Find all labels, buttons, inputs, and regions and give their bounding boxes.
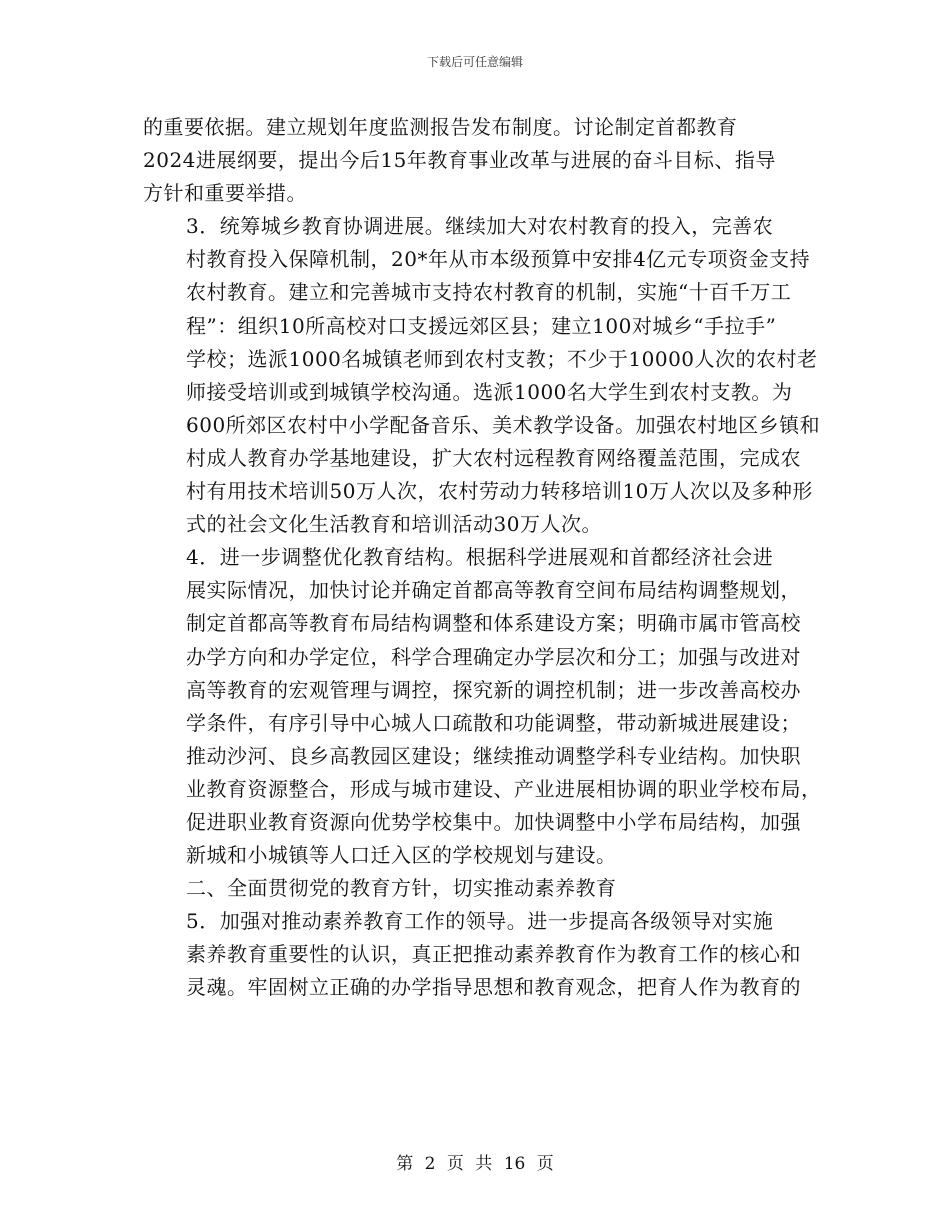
text-line: 推动沙河、良乡高教园区建设；继续推动调整学科专业结构。加快职 [186, 743, 801, 768]
paragraph-item-3 [143, 210, 821, 541]
text-line: 的重要依据。建立规划年度监测报告发布制度。讨论制定首都教育 [143, 115, 738, 139]
text-line: 式的社会文化生活教育和培训活动30万人次。 [186, 512, 602, 537]
text-line: 师接受培训或到城镇学校沟通。选派1000名大学生到农村支教。为 [186, 379, 793, 404]
text-line: 3．统筹城乡教育协调进展。继续加大对农村教育的投入，完善农 [186, 214, 774, 239]
text-line: 村成人教育办学基地建设，扩大农村远程教育网络覆盖范围，完成农 [186, 445, 801, 470]
section-heading [143, 872, 813, 905]
text-line: 高等教育的宏观管理与调控，探究新的调控机制；进一步改善高校办 [186, 677, 801, 702]
text-line: 灵魂。牢固树立正确的办学指导思想和教育观念，把育人作为教育的 [186, 975, 801, 1000]
text-line: 学校；选派1000名城镇老师到农村支教；不少于10000人次的农村老 [186, 346, 818, 371]
text-line: 素养教育重要性的认识，真正把推动素养教育作为教育工作的核心和 [186, 942, 801, 967]
page-number-footer: 第 2 页 共 16 页 [396, 1154, 554, 1174]
page-header: 下载后可任意编辑 [426, 55, 523, 69]
text-line: 程”：组织10所高校对口支援远郊区县；建立100对城乡“手拉手” [186, 313, 777, 338]
document-body [143, 111, 822, 1005]
text-line: 农村教育。建立和完善城市支持农村教育的机制，实施“十百千万工 [186, 280, 792, 305]
text-line: 方针和重要举措。 [143, 181, 307, 206]
text-line: 新城和小城镇等人口迁入区的学校规划与建设。 [186, 843, 617, 868]
text-line: 二、全面贯彻党的教育方针，切实推动素养教育 [186, 876, 617, 901]
text-line: 村教育投入保障机制，20*年从市本级预算中安排4亿元专项资金支持 [186, 247, 811, 272]
paragraph-continuation [143, 111, 813, 210]
paragraph-item-5 [143, 905, 813, 1004]
text-line: 促进职业教育资源向优势学校集中。加快调整中小学布局结构，加强 [186, 809, 801, 834]
text-line: 办学方向和办学定位，科学合理确定办学层次和分工；加强与改进对 [186, 644, 801, 669]
text-line: 2024进展纲要，提出今后15年教育事业改革与进展的奋斗目标、指导 [143, 148, 776, 173]
text-line: 600所郊区农村中小学配备音乐、美术教学设备。加强农村地区乡镇和 [186, 412, 821, 437]
text-line: 4．进一步调整优化教育结构。根据科学进展观和首都经济社会进 [186, 545, 774, 570]
text-line: 展实际情况，加快讨论并确定首都高等教育空间布局结构调整规划， [186, 578, 801, 603]
text-line: 学条件，有序引导中心城人口疏散和功能调整，带动新城进展建设； [186, 710, 801, 735]
text-line: 制定首都高等教育布局结构调整和体系建设方案；明确市属市管高校 [186, 611, 801, 636]
text-line: 村有用技术培训50万人次，农村劳动力转移培训10万人次以及多种形 [186, 479, 813, 504]
paragraph-item-4 [143, 541, 822, 872]
text-line: 业教育资源整合，形成与城市建设、产业进展相协调的职业学校布局， [186, 776, 822, 801]
text-line: 5．加强对推动素养教育工作的领导。进一步提高各级领导对实施 [186, 909, 774, 934]
